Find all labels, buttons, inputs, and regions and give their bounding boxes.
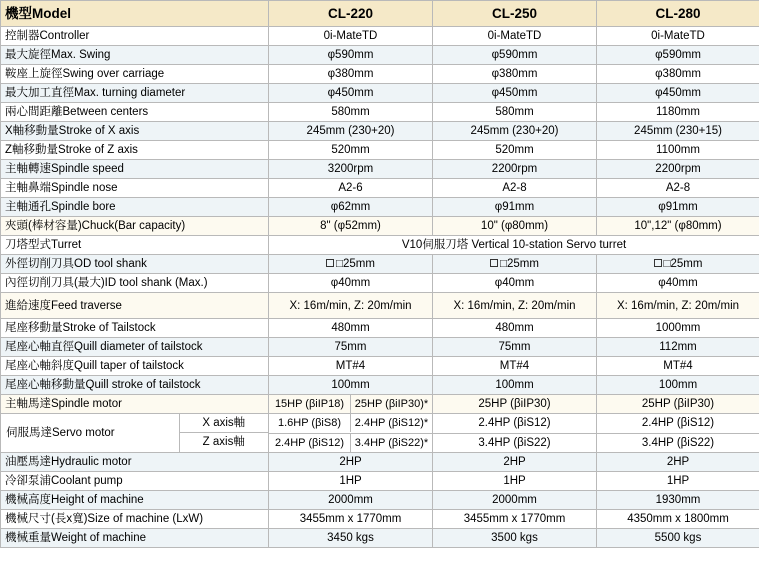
table-row bbox=[1, 160, 759, 179]
header-model-cl280: CL-280 bbox=[597, 1, 759, 27]
row-label: 主軸轉速Spindle speed bbox=[1, 160, 269, 179]
row-value-cl220: X: 16m/min, Z: 20m/min bbox=[269, 293, 433, 319]
row-value-cl220: 480mm bbox=[269, 319, 433, 338]
table-row bbox=[1, 236, 759, 255]
table-row bbox=[1, 46, 759, 65]
row-label: 機械高度Height of machine bbox=[1, 491, 269, 510]
row-value-cl280: 112mm bbox=[597, 338, 759, 357]
square-icon bbox=[326, 259, 334, 267]
row-label: 最大旋徑Max. Swing bbox=[1, 46, 269, 65]
row-label: 刀塔型式Turret bbox=[1, 236, 269, 255]
row-label: 冷卻泵浦Coolant pump bbox=[1, 472, 269, 491]
row-value-cl250: 245mm (230+20) bbox=[433, 122, 597, 141]
row-value-cl220: 245mm (230+20) bbox=[269, 122, 433, 141]
row-value-cl220: 75mm bbox=[269, 338, 433, 357]
row-label: 尾座移動量Stroke of Tailstock bbox=[1, 319, 269, 338]
row-value-cl250: 520mm bbox=[433, 141, 597, 160]
row-label: 內徑切削刀具(最大)ID tool shank (Max.) bbox=[1, 274, 269, 293]
row-value-cl250: 2200rpm bbox=[433, 160, 597, 179]
row-label: 最大加工直徑Max. turning diameter bbox=[1, 84, 269, 103]
row-value-cl220 bbox=[269, 395, 433, 414]
row-label: 主軸馬達Spindle motor bbox=[1, 395, 269, 414]
row-value-cl220: 3450 kgs bbox=[269, 529, 433, 548]
servo-axis-sublabels bbox=[179, 414, 268, 452]
row-label: 尾座心軸直徑Quill diameter of tailstock bbox=[1, 338, 269, 357]
servo-x-value-cl220 bbox=[269, 414, 433, 434]
row-value-cl250: 1HP bbox=[433, 472, 597, 491]
row-value-cl280-text: □25mm bbox=[663, 258, 703, 270]
row-value-cl280: MT#4 bbox=[597, 357, 759, 376]
row-value-cl250: X: 16m/min, Z: 20m/min bbox=[433, 293, 597, 319]
row-value-cl280: 2200rpm bbox=[597, 160, 759, 179]
row-label: X軸移動量Stroke of X axis bbox=[1, 122, 269, 141]
table-row bbox=[1, 27, 759, 46]
servo-motor-label-cell bbox=[1, 414, 269, 453]
row-value-cl220: 8" (φ52mm) bbox=[269, 217, 433, 236]
row-value-cl280: φ450mm bbox=[597, 84, 759, 103]
row-value-cl280: 100mm bbox=[597, 376, 759, 395]
row-label: 尾座心軸斜度Quill taper of tailstock bbox=[1, 357, 269, 376]
row-value-cl220: 580mm bbox=[269, 103, 433, 122]
row-value-cl280: 1100mm bbox=[597, 141, 759, 160]
row-value-cl280 bbox=[597, 255, 759, 274]
row-label: 控制器Controller bbox=[1, 27, 269, 46]
row-label: 尾座心軸移動量Quill stroke of tailstock bbox=[1, 376, 269, 395]
spindle-motor-cl220-standard: 15HP (βiIP18) bbox=[269, 395, 351, 413]
row-value-cl250: 0i-MateTD bbox=[433, 27, 597, 46]
row-value-cl220: 100mm bbox=[269, 376, 433, 395]
row-value-cl250-text: □25mm bbox=[500, 258, 539, 270]
row-value-cl220: φ40mm bbox=[269, 274, 433, 293]
row-label: 機械尺寸(長x寬)Size of machine (LxW) bbox=[1, 510, 269, 529]
header-label-cell: 機型Model bbox=[1, 1, 269, 27]
row-value-cl250: 2000mm bbox=[433, 491, 597, 510]
row-value-cl250: 580mm bbox=[433, 103, 597, 122]
row-value-cl220: 520mm bbox=[269, 141, 433, 160]
servo-z-cl220-option: 3.4HP (βiS22)* bbox=[354, 436, 429, 449]
row-value-merged: V10伺服刀塔 Vertical 10-station Servo turret bbox=[269, 236, 759, 255]
table-row bbox=[1, 122, 759, 141]
row-value-cl280: A2-8 bbox=[597, 179, 759, 198]
row-value-cl280: 1HP bbox=[597, 472, 759, 491]
row-value-cl250: φ450mm bbox=[433, 84, 597, 103]
table-row bbox=[1, 376, 759, 395]
row-value-cl250: 480mm bbox=[433, 319, 597, 338]
row-value-cl250: φ590mm bbox=[433, 46, 597, 65]
row-label: 進給速度Feed traverse bbox=[1, 293, 269, 319]
table-row bbox=[1, 255, 759, 274]
row-value-cl220: 1HP bbox=[269, 472, 433, 491]
row-value-cl250: 2HP bbox=[433, 453, 597, 472]
servo-motor-label: 伺服馬達Servo motor bbox=[1, 414, 179, 452]
row-value-cl250: MT#4 bbox=[433, 357, 597, 376]
table-row bbox=[1, 338, 759, 357]
row-value-cl250: 3500 kgs bbox=[433, 529, 597, 548]
row-value-cl250: φ380mm bbox=[433, 65, 597, 84]
row-value-cl250: 100mm bbox=[433, 376, 597, 395]
row-label: 主軸鼻端Spindle nose bbox=[1, 179, 269, 198]
row-value-cl280: 25HP (βiIP30) bbox=[597, 395, 759, 414]
row-value-cl220: 0i-MateTD bbox=[269, 27, 433, 46]
table-row bbox=[1, 274, 759, 293]
table-row bbox=[1, 217, 759, 236]
row-value-cl280: 1000mm bbox=[597, 319, 759, 338]
row-value-cl250: φ91mm bbox=[433, 198, 597, 217]
row-value-cl220: 2000mm bbox=[269, 491, 433, 510]
servo-z-cl220-standard: 2.4HP (βiS12) bbox=[269, 434, 351, 452]
row-value-cl220: φ380mm bbox=[269, 65, 433, 84]
row-value-cl220: φ590mm bbox=[269, 46, 433, 65]
row-value-cl280: 4350mm x 1800mm bbox=[597, 510, 759, 529]
row-label: 鞍座上旋徑Swing over carriage bbox=[1, 65, 269, 84]
row-value-cl250: φ40mm bbox=[433, 274, 597, 293]
row-label: Z軸移動量Stroke of Z axis bbox=[1, 141, 269, 160]
row-label: 夾頭(棒材容量)Chuck(Bar capacity) bbox=[1, 217, 269, 236]
row-label: 兩心間距離Between centers bbox=[1, 103, 269, 122]
servo-x-value-cl280: 2.4HP (βiS12) bbox=[597, 414, 759, 434]
table-row bbox=[1, 65, 759, 84]
row-value-cl220: A2-6 bbox=[269, 179, 433, 198]
servo-z-axis-label: Z axis軸 bbox=[202, 436, 245, 448]
row-value-cl280: X: 16m/min, Z: 20m/min bbox=[597, 293, 759, 319]
servo-z-value-cl250: 3.4HP (βiS22) bbox=[433, 433, 597, 453]
servo-x-cl220-standard: 1.6HP (βiS8) bbox=[269, 414, 351, 432]
square-icon bbox=[490, 259, 498, 267]
table-row bbox=[1, 179, 759, 198]
table-row bbox=[1, 453, 759, 472]
row-value-cl220: 3455mm x 1770mm bbox=[269, 510, 433, 529]
spindle-motor-cl220-option: 25HP (βiIP30)* bbox=[354, 398, 429, 410]
table-row bbox=[1, 103, 759, 122]
row-label: 外徑切削刀具OD tool shank bbox=[1, 255, 269, 274]
row-value-cl280: 5500 kgs bbox=[597, 529, 759, 548]
row-value-cl280: 1180mm bbox=[597, 103, 759, 122]
row-value-cl220: 3200rpm bbox=[269, 160, 433, 179]
row-value-cl220-text: □25mm bbox=[336, 258, 375, 270]
header-model-cl220: CL-220 bbox=[269, 1, 433, 27]
square-icon bbox=[654, 259, 662, 267]
table-row bbox=[1, 319, 759, 338]
table-row-servo-x bbox=[1, 414, 759, 434]
table-row bbox=[1, 491, 759, 510]
row-value-cl250: A2-8 bbox=[433, 179, 597, 198]
row-label: 主軸通孔Spindle bore bbox=[1, 198, 269, 217]
row-value-cl280: 2HP bbox=[597, 453, 759, 472]
table-row bbox=[1, 529, 759, 548]
row-label: 機械重量Weight of machine bbox=[1, 529, 269, 548]
row-value-cl250: 10" (φ80mm) bbox=[433, 217, 597, 236]
row-value-cl280: 245mm (230+15) bbox=[597, 122, 759, 141]
servo-z-value-cl220 bbox=[269, 433, 433, 453]
row-value-cl280: φ91mm bbox=[597, 198, 759, 217]
row-value-cl280: φ40mm bbox=[597, 274, 759, 293]
table-row bbox=[1, 510, 759, 529]
row-value-cl220: φ62mm bbox=[269, 198, 433, 217]
row-label: 油壓馬達Hydraulic motor bbox=[1, 453, 269, 472]
table-row bbox=[1, 472, 759, 491]
row-value-cl280: φ590mm bbox=[597, 46, 759, 65]
row-value-cl220: MT#4 bbox=[269, 357, 433, 376]
row-value-cl220: 2HP bbox=[269, 453, 433, 472]
header-model-cl250: CL-250 bbox=[433, 1, 597, 27]
table-row bbox=[1, 198, 759, 217]
row-value-cl280: φ380mm bbox=[597, 65, 759, 84]
row-value-cl280: 1930mm bbox=[597, 491, 759, 510]
table-row bbox=[1, 293, 759, 319]
row-value-cl280: 10",12" (φ80mm) bbox=[597, 217, 759, 236]
servo-z-value-cl280: 3.4HP (βiS22) bbox=[597, 433, 759, 453]
servo-x-cl220-option: 2.4HP (βiS12)* bbox=[354, 417, 429, 430]
row-value-cl250: 25HP (βiIP30) bbox=[433, 395, 597, 414]
row-value-cl220: φ450mm bbox=[269, 84, 433, 103]
table-row bbox=[1, 141, 759, 160]
table-row-spindle-motor bbox=[1, 395, 759, 414]
row-value-cl250 bbox=[433, 255, 597, 274]
row-value-cl280: 0i-MateTD bbox=[597, 27, 759, 46]
row-value-cl220 bbox=[269, 255, 433, 274]
table-header-row bbox=[1, 1, 759, 27]
servo-x-value-cl250: 2.4HP (βiS12) bbox=[433, 414, 597, 434]
table-row bbox=[1, 357, 759, 376]
servo-x-axis-label: X axis軸 bbox=[180, 414, 269, 433]
row-value-cl250: 3455mm x 1770mm bbox=[433, 510, 597, 529]
row-value-cl250: 75mm bbox=[433, 338, 597, 357]
table-row bbox=[1, 84, 759, 103]
